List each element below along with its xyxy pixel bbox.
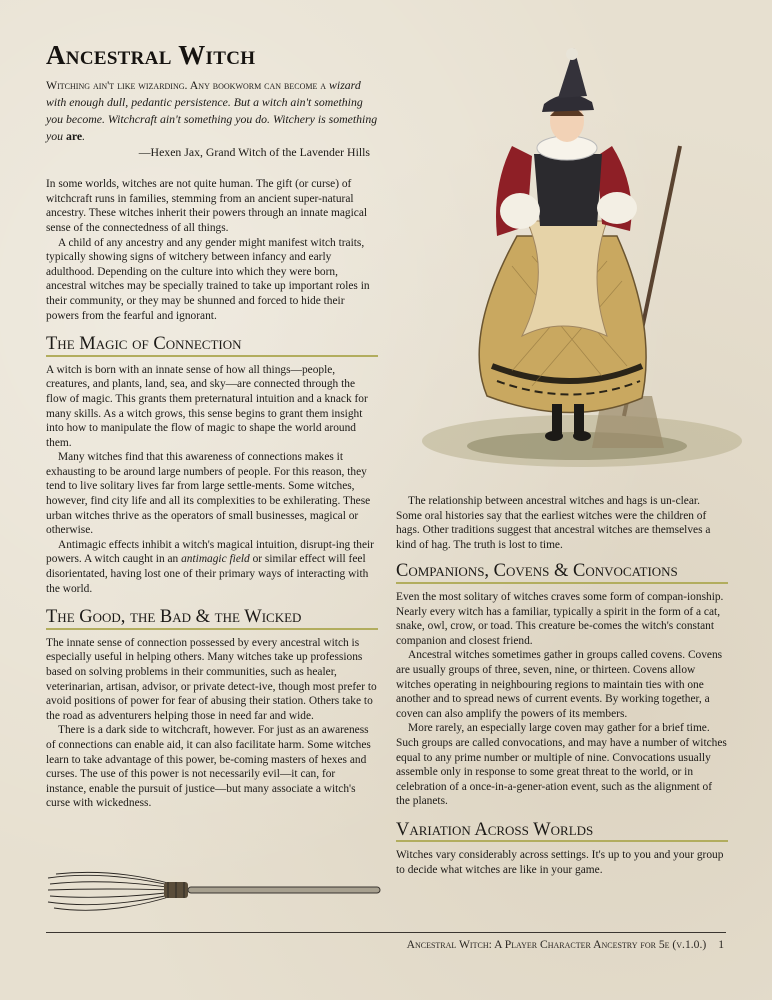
heading-companions: Companions, Covens & Convocations: [396, 564, 728, 584]
hags-paragraph: The relationship between ancestral witches and hags is un-clear. Some oral histories say that the earliest witches were the children of hags. Other traditions suggest that ancestral witches are themselves a kind of hag. The truth is lost to time.: [396, 495, 711, 551]
broom-illustration: [44, 860, 384, 920]
intro-paragraph-1: In some worlds, witches are not quite human. The gift (or curse) of witchcraft runs in families, stemming from an ancient super-natural ancestry. These witches inherit their powers through an innate magical sense of the connectedness of all things.: [46, 178, 368, 234]
page-footer: [407, 938, 724, 951]
heading-magic-of-connection: The Magic of Connection: [46, 337, 378, 357]
companions-paragraph-1: Even the most solitary of witches craves some form of compan-ionship. Nearly every witch has a familiar, typically a spirit in the form of a cat, snake, owl, crow, or toad. This creature be-comes the witch's constant companion and closest friend.: [396, 590, 724, 647]
antimagic-field-term: antimagic field: [181, 553, 250, 566]
magic-paragraph-3: [46, 538, 378, 596]
magic-paragraph-2: Many witches find that this awareness of connections makes it exhausting to be around large numbers of people. For this reason, they tend to live solitary lives far from large settle-ments. Some witches, however, find city life and all its complexities to be exhilerating. These urban witches thrive as the operators of small businesses, magical or otherwise.: [46, 451, 371, 537]
good-paragraph-1: The innate sense of connection possessed by every ancestral witch is especially useful in helping others. Many witches take up professions based on solving problems in their communities, such as healer, veterinarian, artisan, advisor, or private detect-ive, though most prefer to avoid positions of power for fear of abusing their station. Others take to the road as adventurers helping those in need far and wide.: [46, 636, 377, 722]
quote-attribution: —Hexen Jax, Grand Witch of the Lavender Hills: [138, 144, 370, 159]
good-paragraph-2: There is a dark side to witchcraft, however. For just as an awareness of connections can enable aid, it can also facilitate harm. Some witches learn to take advantage of this power, be-coming masters of hexes and curses. The use of this power is not necessarily evil—it can, for instance, enable the pursuit of justice—but many associate a witch's curse with wickedness.: [46, 724, 371, 810]
epigraph-quote: [46, 77, 378, 145]
heading-good-bad-wicked: The Good, the Bad & the Wicked: [46, 610, 378, 630]
page-number: 1: [718, 938, 724, 951]
quote-lead: Witching ain't like wizarding. Any bookworm can become a: [46, 77, 327, 92]
companions-paragraph-2: Ancestral witches sometimes gather in groups called covens. Covens are usually groups of three, seven, nine, or thirteen. Covens allow witches operating in neighbouring regions to maintain ties with one another and to spread news of current events. By working together, a coven can also amplify the powers of its members.: [396, 649, 723, 720]
page-title: Ancestral Witch: [46, 40, 256, 70]
variation-paragraph-1: Witches vary considerably across settings. It's up to you and your group to decide what witches are like in your game.: [396, 849, 724, 877]
quote-text: wizard with enough dull, pedantic persistence. But a witch ain't something you become. Witchcraft ain't something you do. Witchery is something you: [46, 77, 378, 143]
quote-emphasis: are: [65, 128, 83, 143]
magic-paragraph-1: A witch is born with an innate sense of how all things—people, creatures, and plants, land, sea, and sky—are connected through the flow of magic. This grants them preternatural intuition and a knack for many skills. As a witch grows, this sense begins to grant them insight into how to manipulate the flow of magic to shape the world around them.: [46, 363, 368, 449]
footer-title: Ancestral Witch: A Player Character Ancestry for 5e (v.1.0.): [406, 938, 707, 951]
right-column: [396, 494, 728, 878]
footer-rule: [46, 932, 726, 933]
companions-paragraph-3: More rarely, an especially large coven may gather for a brief time. Such groups are called convocations, and may have a number of witches equal to any prime number or multiple of nine. Convocations usually assemble only in response to some great threat to the world, or in celebration of a once-in-a-gener-ation event, such as the alignment of the planets.: [396, 722, 727, 808]
heading-variation: Variation Across Worlds: [396, 823, 728, 843]
quote-end: .: [82, 128, 86, 143]
magic-p3-a: Antimagic effects inhibit a witch's magical intuition, disrupt-ing their powers. A witch caught in an: [46, 538, 374, 566]
witch-illustration: [402, 36, 752, 476]
intro-paragraph-2: A child of any ancestry and any gender might manifest witch traits, typically showing signs of witchery between infancy and early adulthood. Depending on the culture into which they were born, ancestral witches may be specially trained to take up important roles in their community, or they may be shunned and forced to hide their powers from the fearful and ignorant.: [46, 236, 370, 322]
left-column: [46, 40, 378, 811]
magic-p3-b: or similar effect will feel disorientated, having lost one of their primary ways of interacting with the world.: [46, 553, 369, 595]
